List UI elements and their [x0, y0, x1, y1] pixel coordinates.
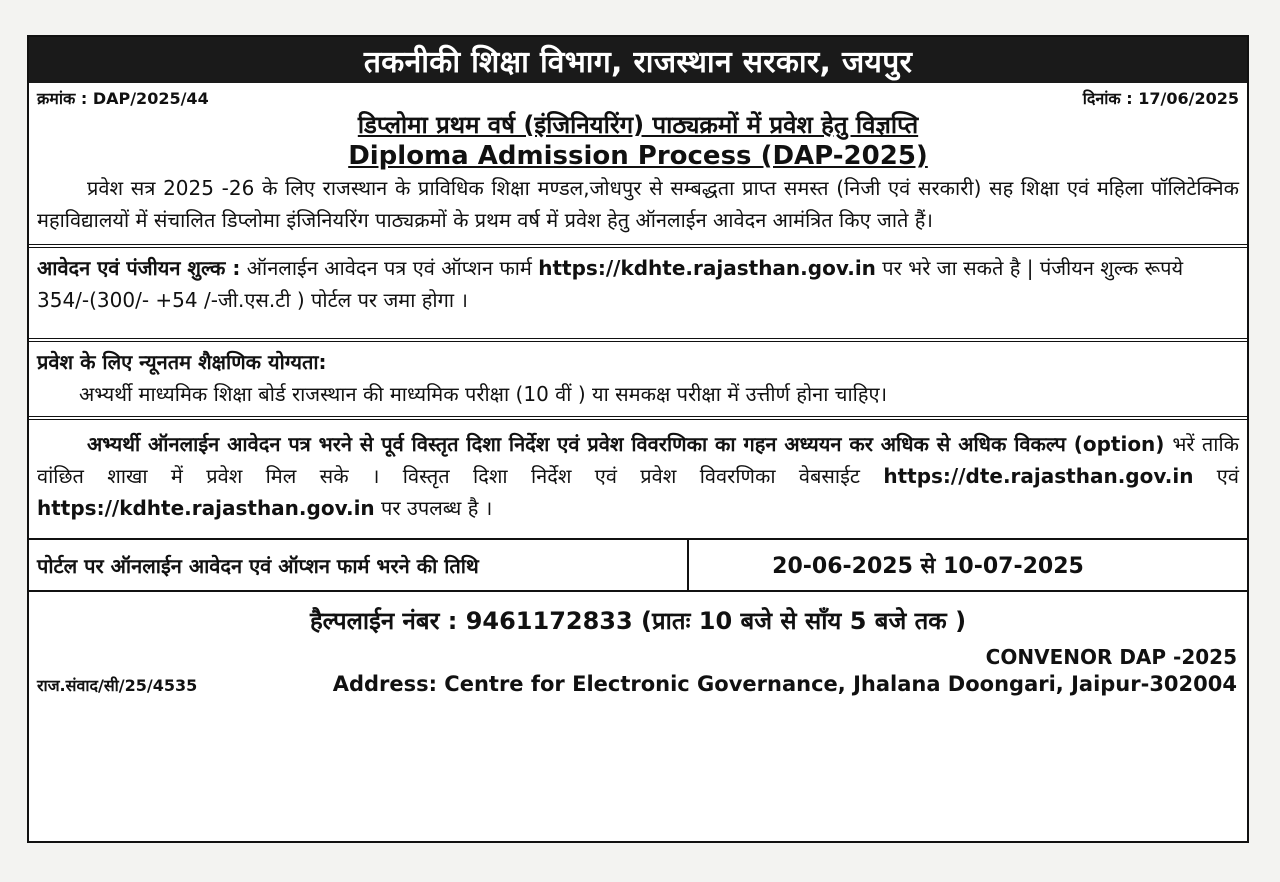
notice-title-hindi: डिप्लोमा प्रथम वर्ष (इंजिनियरिंग) पाठ्यक्रमों में प्रवेश हेतु विज्ञप्ति	[357, 111, 919, 139]
footer-row	[29, 672, 1247, 696]
kdhte-link[interactable]: https://kdhte.rajasthan.gov.in	[538, 256, 876, 280]
eligibility-section	[29, 338, 1247, 416]
department-title: तकनीकी शिक्षा विभाग, राजस्थान सरकार, जयपुर	[363, 44, 913, 80]
application-dates-row	[29, 538, 1247, 592]
application-dates-label: पोर्टल पर ऑनलाईन आवेदन एवं ऑप्शन फार्म भरने की तिथि	[29, 540, 689, 590]
dte-link[interactable]: https://dte.rajasthan.gov.in	[883, 464, 1194, 488]
fee-text-before: ऑनलाईन आवेदन पत्र एवं ऑप्शन फार्म	[240, 256, 539, 280]
notice-date: दिनांक : 17/06/2025	[1082, 89, 1239, 108]
option-text: (option)	[1065, 432, 1173, 456]
guidance-bold-text: अभ्यर्थी ऑनलाईन आवेदन पत्र भरने से पूर्व विस्तृत दिशा निर्देश एवं प्रवेश विवरणिका का गहन अध्ययन कर अधिक से अधिक विकल्प	[87, 432, 1066, 456]
eligibility-text: अभ्यर्थी माध्यमिक शिक्षा बोर्ड राजस्थान की माध्यमिक परीक्षा (10 वीं ) या समकक्ष परीक्षा में उत्तीर्ण होना चाहिए।	[79, 382, 888, 406]
office-address: Address: Centre for Electronic Governance, Jhalana Doongari, Jaipur-302004	[332, 672, 1237, 696]
application-dates-value: 20-06-2025 से 10-07-2025	[772, 554, 1084, 579]
eligibility-heading: प्रवेश के लिए न्यूनतम शैक्षणिक योग्यता:	[37, 350, 327, 374]
reference-row	[29, 83, 1247, 109]
admission-notice	[27, 35, 1249, 843]
fee-section	[29, 244, 1247, 322]
convenor-line: CONVENOR DAP -2025	[985, 645, 1237, 669]
helpline-number: हैल्पलाईन नंबर : 9461172833 (प्रातः 10 बजे से साँय 5 बजे तक )	[309, 607, 967, 635]
kdhte-link-2[interactable]: https://kdhte.rajasthan.gov.in	[37, 496, 375, 520]
intro-paragraph: प्रवेश सत्र 2025 -26 के लिए राजस्थान के प्राविधिक शिक्षा मण्डल,जोधपुर से सम्बद्धता प्राप्त समस्त (निजी एवं सरकारी) सह शिक्षा एवं महिला पॉलिटेक्निक महाविद्यालयों में संचालित डिप्लोमा इंजिनियरिंग पाठ्यक्रमों के प्रथम वर्ष में प्रवेश हेतु ऑनलाईन आवेदन आमंत्रित किए जाते हैं।	[37, 176, 1239, 232]
guidance-text: भरें ताकि वांछित शाखा में प्रवेश मिल सके । विस्तृत दिशा निर्देश एवं प्रवेश विवरणिका वेबसाईट	[37, 432, 1239, 488]
guidance-section	[29, 416, 1247, 530]
fee-text-after: पर भरे जा सकते है | पंजीयन शुल्क रूपये 354/-(300/- +54 /-जी.एस.टी ) पोर्टल पर जमा होगा ।	[37, 256, 1184, 312]
guidance-tail: पर उपलब्ध है ।	[374, 496, 493, 520]
guidance-join: एवं	[1193, 464, 1239, 488]
fee-heading: आवेदन एवं पंजीयन शुल्क :	[37, 256, 241, 280]
reference-number: क्रमांक : DAP/2025/44	[37, 89, 209, 108]
notice-title-english: Diploma Admission Process (DAP-2025)	[348, 141, 928, 171]
release-code: राज.संवाद/सी/25/4535	[37, 676, 198, 695]
department-header	[29, 37, 1247, 83]
